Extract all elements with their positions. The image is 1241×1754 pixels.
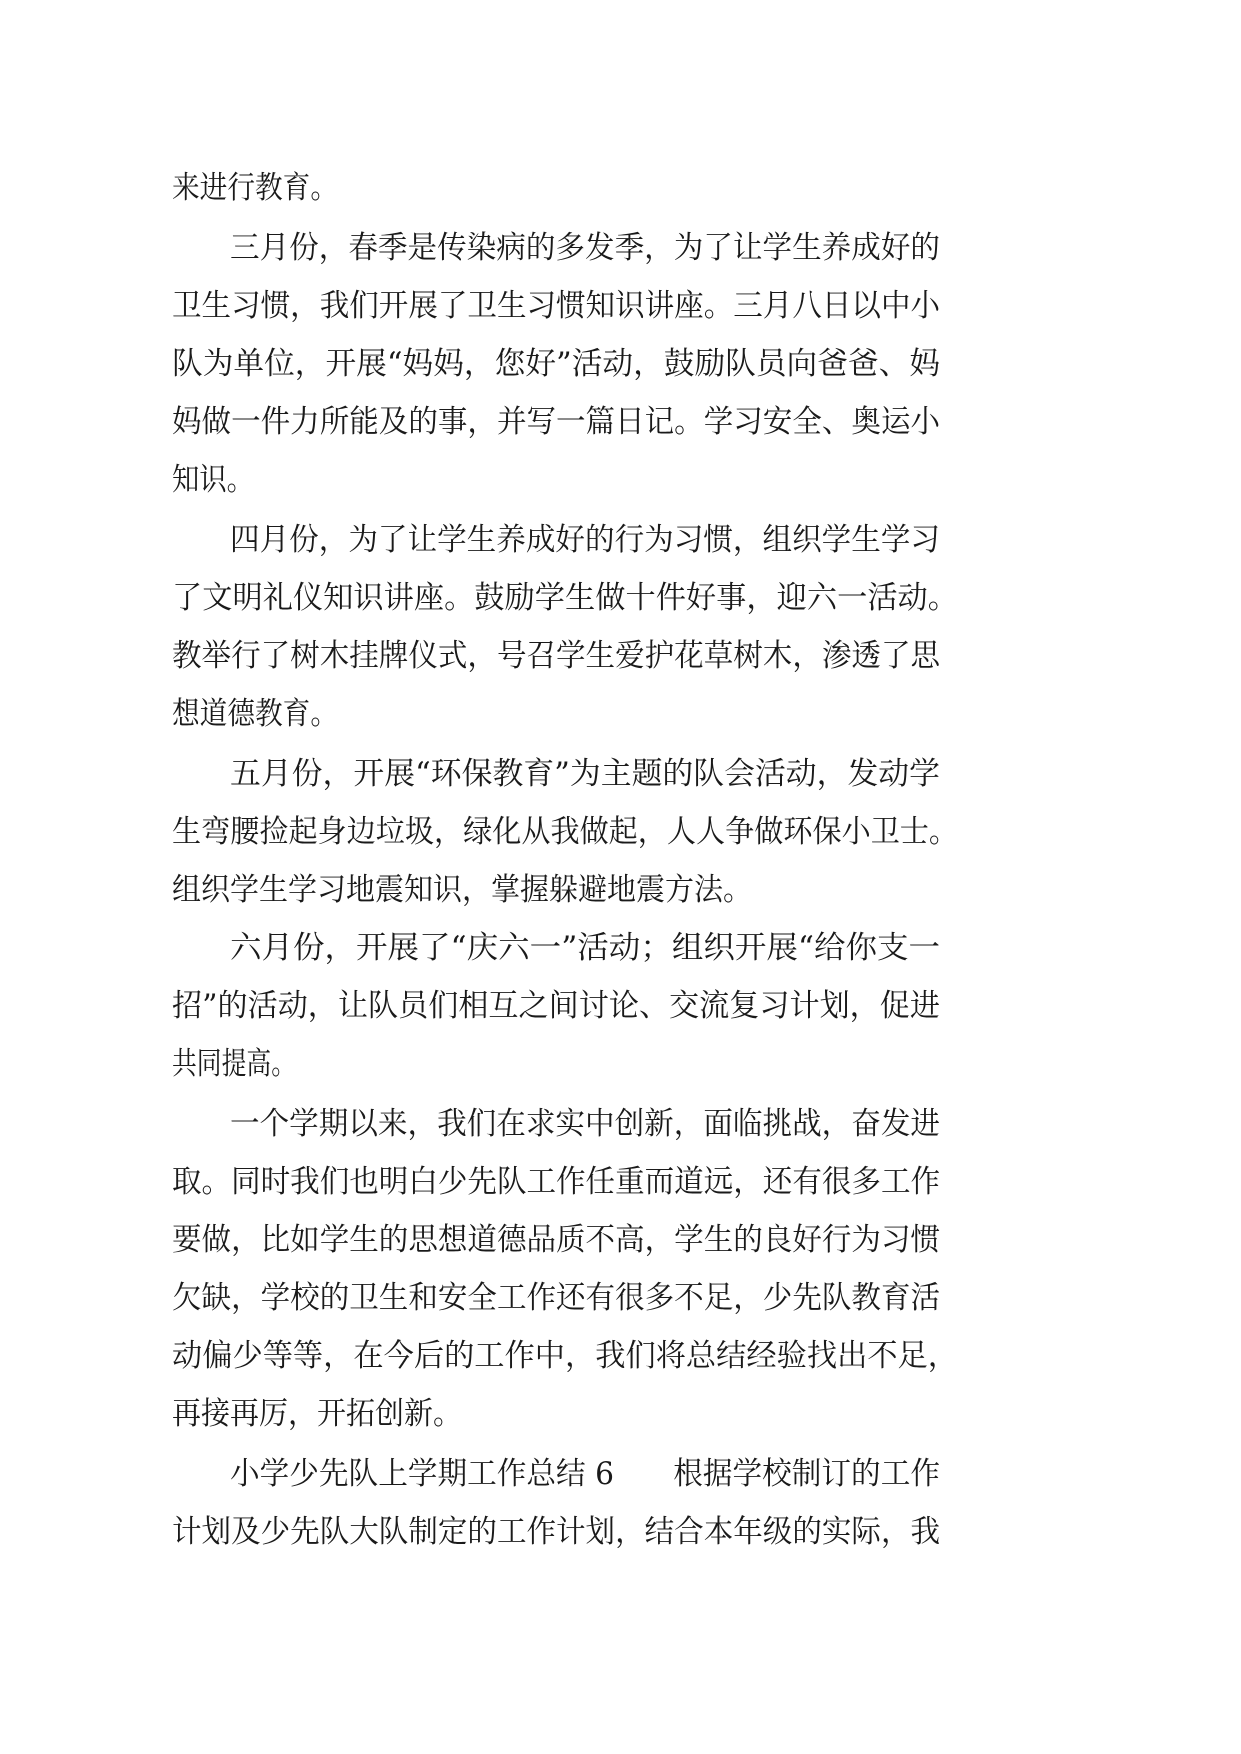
line-text: 招”的活动，让队员们相互之间讨论、交流复习计划，促进 (172, 988, 941, 1024)
text-line (0, 1498, 1241, 1558)
line-text: 要做，比如学生的思想道德品质不高，学生的良好行为习惯 (172, 1222, 941, 1258)
text-line (0, 740, 1241, 800)
line-text: 卫生习惯，我们开展了卫生习惯知识讲座。三月八日以中小 (172, 288, 941, 324)
text-line (0, 330, 1241, 390)
line-text: 动偏少等等，在今后的工作中，我们将总结经验找出不足， (172, 1338, 959, 1374)
text-line (0, 1440, 1241, 1500)
line-text: 六月份，开展了“庆六一”活动；组织开展“给你支一 (230, 930, 941, 966)
text-line (0, 1322, 1241, 1382)
text-line (0, 1264, 1241, 1324)
text-line (0, 1206, 1241, 1266)
text-line (0, 446, 1241, 506)
line-text: 四月份，为了让学生养成好的行为习惯，组织学生学习 (230, 522, 940, 558)
line-text: 再接再厉，开拓创新。 (172, 1396, 463, 1432)
line-text: 共同提高。 (172, 1046, 296, 1082)
text-line (0, 972, 1241, 1032)
text-line (0, 1090, 1241, 1150)
line-text: 了文明礼仪知识讲座。鼓励学生做十件好事，迎六一活动。 (172, 580, 959, 616)
line-text: 想道德教育。 (172, 696, 339, 732)
line-text: 组织学生学习地震知识，掌握躲避地震方法。 (172, 872, 753, 908)
line-text: 妈做一件力所能及的事，并写一篇日记。学习安全、奥运小 (172, 404, 941, 440)
text-line (0, 564, 1241, 624)
line-text: 欠缺，学校的卫生和安全工作还有很多不足，少先队教育活 (172, 1280, 941, 1316)
text-line (0, 622, 1241, 682)
line-text: 取。同时我们也明白少先队工作任重而道远，还有很多工作 (172, 1164, 941, 1200)
line-text: 来进行教育。 (172, 170, 339, 206)
line-text: 队为单位，开展“妈妈，您好”活动，鼓励队员向爸爸、妈 (172, 346, 941, 382)
text-line (0, 680, 1241, 740)
text-line (0, 1030, 1241, 1090)
line-text: 教举行了树木挂牌仪式，号召学生爱护花草树木，渗透了思 (172, 638, 941, 674)
text-line (0, 1148, 1241, 1208)
text-line (0, 388, 1241, 448)
line-text: 三月份，春季是传染病的多发季，为了让学生养成好的 (230, 230, 940, 266)
text-line (0, 214, 1241, 274)
line-text: 小学少先队上学期工作总结 6 根据学校制订的工作 (230, 1456, 940, 1492)
text-line (0, 154, 1241, 214)
text-line (0, 1380, 1241, 1440)
line-text: 知识。 (172, 462, 254, 498)
line-text: 五月份，开展“环保教育”为主题的队会活动，发动学 (230, 756, 940, 792)
text-line (0, 856, 1241, 916)
text-line (0, 272, 1241, 332)
line-text: 生弯腰捡起身边垃圾，绿化从我做起，人人争做环保小卫士。 (172, 814, 959, 850)
text-line (0, 798, 1241, 858)
text-line (0, 914, 1241, 974)
line-text: 计划及少先队大队制定的工作计划，结合本年级的实际，我 (172, 1514, 941, 1550)
line-text: 一个学期以来，我们在求实中创新，面临挑战，奋发进 (230, 1106, 940, 1142)
text-line (0, 506, 1241, 566)
